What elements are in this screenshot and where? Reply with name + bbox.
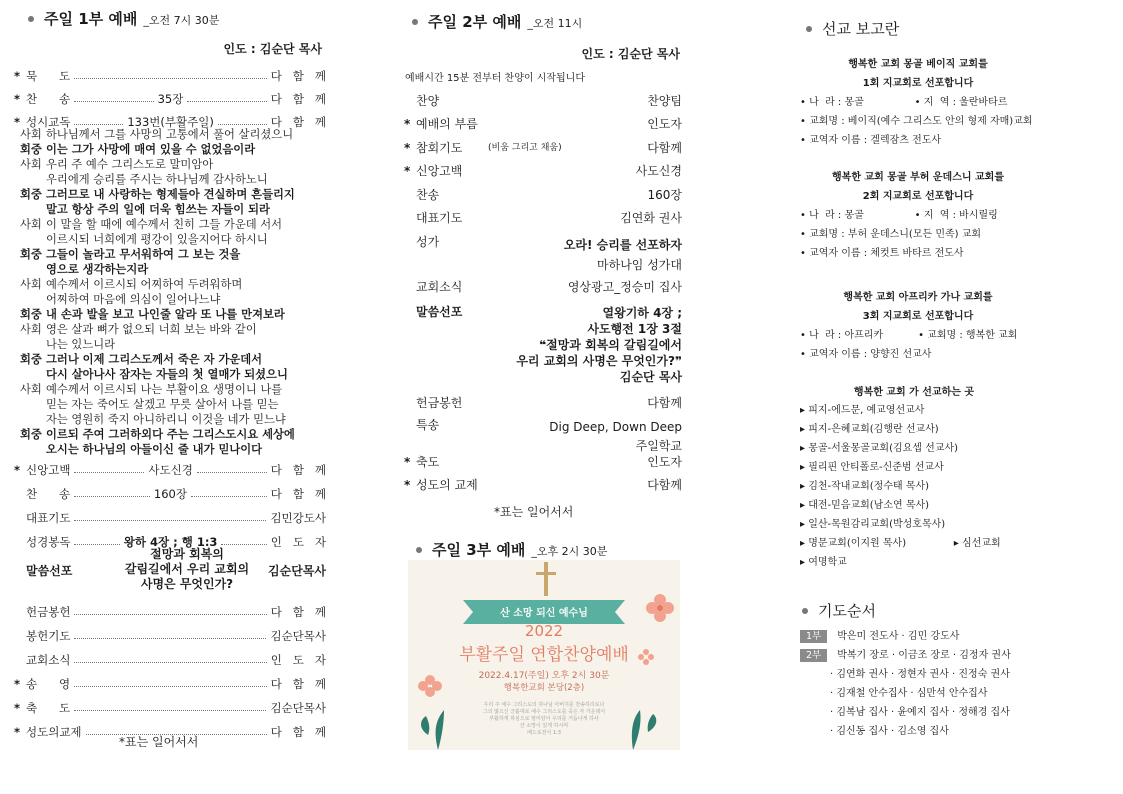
- standing-mark: *: [404, 478, 411, 493]
- dot-leader: [74, 630, 266, 639]
- prayer-title: 기도순서: [802, 600, 876, 621]
- order-label: 찬양: [416, 94, 440, 108]
- reading-line: [20, 277, 330, 292]
- reading-role: 사회: [20, 383, 42, 396]
- dot-leader: [218, 116, 267, 125]
- standing-mark: *: [404, 455, 411, 469]
- mission-heading: 행복한 교회 아프리카 가나 교회를: [843, 292, 993, 303]
- order-row: [14, 619, 326, 643]
- mission-title: 선교 보고란: [806, 18, 899, 39]
- order-person: 인도자: [647, 455, 682, 469]
- order-rows: [404, 94, 682, 234]
- order-row: [404, 94, 682, 117]
- reading-text: 영으로 생각하는지라: [46, 263, 149, 276]
- reading-line: [20, 187, 330, 202]
- reading-line: [20, 142, 330, 157]
- reading-role: 회중: [20, 143, 42, 156]
- order-label: 대표기도: [416, 210, 463, 225]
- reading-text: 오시는 하나님의 아들이신 줄 내가 믿나이다: [46, 443, 263, 456]
- dot-leader: [74, 116, 123, 125]
- responsive-reading: [20, 127, 330, 457]
- order-row: [404, 188, 682, 211]
- order-person: 찬양팀: [647, 94, 682, 108]
- reading-line: [20, 412, 330, 427]
- standing-mark: *: [404, 164, 411, 179]
- bullet-icon: [806, 26, 812, 32]
- standing-mark: *: [14, 115, 21, 129]
- order-label: 묵 도: [26, 69, 71, 83]
- prayer-line: [800, 722, 1040, 741]
- order-row: [14, 106, 326, 129]
- standing-mark: *: [14, 69, 21, 83]
- prayer-names: · 김신동 집사 · 김소영 집사: [830, 726, 949, 737]
- order-label: 성도의교제: [26, 725, 82, 739]
- order-row: [14, 501, 326, 525]
- reading-role: 사회: [20, 278, 42, 291]
- mission-detail: • 교역자 이름 : 체컷트 바타르 전도사: [800, 248, 964, 259]
- dot-leader: [74, 536, 119, 545]
- reading-line: [20, 307, 330, 322]
- support-item: ▸ 일산-목원감리교회(박성호목사): [800, 519, 946, 530]
- reading-line: [20, 232, 330, 247]
- support-item: ▸ 김천-작내교회(정수태 목사): [800, 481, 930, 492]
- standing-mark: *: [14, 701, 21, 715]
- order-person: 다 함 께: [270, 92, 327, 106]
- order-person: 다 함 께: [270, 115, 327, 129]
- order-detail: 160장: [153, 487, 187, 501]
- bullet-icon: [28, 16, 34, 22]
- order-person: 인 도 자: [270, 535, 327, 549]
- order-label: 축도: [416, 455, 440, 469]
- order-person: 김순단목사: [270, 629, 326, 643]
- reading-text: 예수께서 이르시되 어찌하여 두려워하며: [46, 278, 243, 291]
- order-person: 다 함 께: [270, 69, 326, 83]
- special-block: 특송 Dig Deep, Down Deep 주일학교: [416, 418, 682, 453]
- reading-text: 이 말을 할 때에 예수께서 친히 그들 가운데 서서: [46, 218, 283, 231]
- dot-leader: [74, 464, 144, 473]
- mission-detail: • 나 라 : 몽골 • 지 역 : 바시릴링: [800, 210, 998, 221]
- order-label: 신앙고백: [416, 164, 463, 179]
- poster-place: 행복한교회 본당(2층): [503, 683, 585, 693]
- order-person: 다함께: [647, 396, 682, 410]
- standing-mark: *: [14, 725, 21, 739]
- prayer-line: [800, 703, 1040, 722]
- prayer-list: [800, 627, 1040, 741]
- sermon-block-2: 말씀선포 열왕기하 4장 ; 사도행전 1장 3절 ❝절망과 회복의 갈림길에서 우리 교회의 사명은 무엇인가?❞ 김순단 목사: [416, 305, 682, 384]
- order-label: 성시교독: [26, 115, 71, 129]
- reading-line: [20, 202, 330, 217]
- service-3-title: 주일 3부 예배 _오후 2시 30분: [416, 539, 607, 560]
- reading-role: 회중: [20, 188, 42, 201]
- order-label: 찬 송: [26, 92, 71, 106]
- dot-leader: [74, 488, 150, 497]
- order-row: [404, 478, 682, 501]
- order-label: 참회기도: [416, 140, 463, 155]
- reading-text: 믿는 자는 죽어도 살겠고 무릇 살아서 나를 믿는: [46, 398, 279, 411]
- choir-block: 성가 오라! 승리를 선포하자 마하나임 성가대: [416, 235, 682, 272]
- order-person: 인 도 자: [270, 653, 326, 667]
- order-detail: 35장: [157, 92, 184, 106]
- mission-detail: • 교역자 이름 : 겔렉잠츠 전도사: [800, 135, 942, 146]
- reading-line: [20, 337, 330, 352]
- reading-text: 그들이 놀라고 무서워하여 그 보는 것을: [46, 248, 241, 261]
- prayer-line: [800, 665, 1040, 684]
- dot-leader: [187, 93, 266, 102]
- order-person: 다함께: [647, 140, 682, 155]
- prayer-names: · 김연화 권사 · 정현자 권사 · 진정숙 권사: [830, 669, 1010, 680]
- prayer-names: 박복기 장로 · 이금조 장로 · 김정자 권사: [837, 650, 1011, 661]
- support-list: [800, 401, 1036, 572]
- order-end: [14, 595, 326, 739]
- order-person: 다 함 께: [270, 487, 327, 501]
- order-label: 축 도: [26, 701, 71, 715]
- order-label: 헌금봉헌: [416, 396, 463, 410]
- order-detail: 133번(부활주일): [127, 115, 214, 129]
- mission-detail: • 나 라 : 아프리카 • 교회명 : 행복한 교회: [800, 330, 1018, 341]
- sermon-label: 말씀선포: [26, 564, 73, 578]
- order-label: 신앙고백: [26, 463, 71, 477]
- order-label: 찬송: [416, 187, 440, 202]
- reading-role: 사회: [20, 218, 42, 231]
- reading-line: [20, 397, 330, 412]
- closing-rows: [404, 455, 682, 502]
- reading-line: [20, 352, 330, 367]
- order-row: [404, 164, 682, 187]
- order-label: 교회소식: [26, 653, 71, 667]
- order-row: [404, 396, 682, 419]
- standing-note: *표는 일어서서: [119, 735, 199, 749]
- reading-text: 나는 있느니라: [46, 338, 116, 351]
- reading-role: 사회: [20, 128, 42, 141]
- prayer-line: [800, 684, 1040, 703]
- order-row: [14, 477, 326, 501]
- bullet-icon: [412, 19, 418, 25]
- service-1-title: 주일 1부 예배 _오전 7시 30분: [28, 8, 219, 29]
- prayer-line: [800, 646, 1040, 665]
- order-label: 성경봉독: [26, 535, 71, 549]
- mission-detail: • 교회명 : 베이직(예수 그리스도 안의 형제 자매)교회: [800, 116, 1033, 127]
- order-person: 김순단목사: [270, 701, 326, 715]
- reading-role: 회중: [20, 308, 42, 321]
- order-person: 다함께: [647, 478, 682, 493]
- order-label: 예배의 부름: [416, 117, 478, 132]
- reading-text: 영은 살과 뼈가 없으되 너희 보는 바와 같이: [46, 323, 257, 336]
- reading-role: 사회: [20, 323, 42, 336]
- service-badge: 1부: [800, 630, 827, 643]
- dot-leader: [74, 702, 266, 711]
- order-person: 사도신경: [635, 164, 682, 179]
- order-detail: 왕하 4장 ; 행 1:3: [123, 535, 218, 549]
- order-label: 찬 송: [26, 487, 71, 501]
- sermon-title: 절망과 회복의 갈림길에서 우리 교회의 사명은 무엇인가?: [124, 547, 250, 591]
- dot-leader: [74, 654, 266, 663]
- order-row: [404, 455, 682, 478]
- mission-heading: 1회 지교회로 선포합니다: [862, 78, 974, 89]
- reading-text: 어찌하여 마음에 의심이 일어나느냐: [46, 293, 221, 306]
- order-label: 송 영: [26, 677, 71, 691]
- support-item: ▸ 필리핀 안티폴로-신준범 선교사: [800, 462, 944, 473]
- mission-heading: 3회 지교회로 선포합니다: [862, 311, 974, 322]
- service-badge: 2부: [800, 649, 827, 662]
- bullet-icon: [802, 608, 808, 614]
- dot-leader: [191, 488, 267, 497]
- reading-text: 우리에게 승리를 주시는 하나님께 감사하노니: [46, 173, 268, 186]
- order-label: 봉헌기도: [26, 629, 71, 643]
- support-heading: 행복한 교회 가 선교하는 곳: [853, 387, 975, 398]
- reading-line: [20, 367, 330, 382]
- poster-verse: 우리 주 예수 그리스도의 하나님 아버지를 찬송하리로다 그의 많으신 긍휼대로 예수 그리스도를 죽은 자 가운데서 부활하게 하심으로 말미암아 우리를 거듭나게 하사 산 소망이 있게 하시며 베드로전서 1:3: [482, 702, 606, 736]
- poster-date: 2022.4.17(주일) 오후 2시 30분: [478, 671, 610, 681]
- poster-title: 부활주일 연합찬양예배: [459, 645, 629, 665]
- support-item: ▸ 피지-에드문, 예교영선교사: [800, 405, 925, 416]
- sermon-preacher: 김순단목사: [268, 564, 326, 578]
- reading-text: 이는 그가 사망에 매여 있을 수 없었음이라: [46, 143, 256, 156]
- dot-leader: [221, 536, 266, 545]
- bullet-icon: [416, 547, 422, 553]
- reading-line: [20, 127, 330, 142]
- mission-detail: • 교역자 이름 : 양향진 선교사: [800, 349, 932, 360]
- dot-leader: [197, 464, 267, 473]
- reading-line: [20, 382, 330, 397]
- order-person: 김민강도사: [270, 511, 326, 525]
- reading-line: [20, 427, 330, 442]
- reading-text: 다시 살아나사 잠자는 자들의 첫 열매가 되셨으니: [46, 368, 288, 381]
- dot-leader: [74, 512, 266, 521]
- dot-leader: [74, 606, 266, 615]
- support-item: ▸ 여명학교: [800, 557, 847, 568]
- easter-poster: [408, 560, 680, 750]
- order-person: 다 함 께: [270, 725, 326, 739]
- reading-role: 회중: [20, 428, 42, 441]
- mission-heading: 행복한 교회 몽골 베이직 교회를: [848, 59, 988, 70]
- reading-line: [20, 172, 330, 187]
- support-item: ▸ 몽골-서울몽골교회(김요셉 선교사): [800, 443, 959, 454]
- service-2-title: 주일 2부 예배 _오전 11시: [412, 11, 582, 32]
- order-person: 다 함 께: [270, 463, 327, 477]
- reading-text: 이르되 주여 그러하외다 주는 그리스도시요 세상에: [46, 428, 295, 441]
- praise-note: 예배시간 15분 전부터 찬양이 시작됩니다: [405, 73, 585, 84]
- reading-line: [20, 217, 330, 232]
- offering-row: [404, 396, 682, 419]
- prayer-line: [800, 627, 1040, 646]
- order-row: [14, 595, 326, 619]
- dot-leader: [74, 93, 153, 102]
- order-row: [404, 117, 682, 140]
- standing-mark: *: [14, 463, 21, 477]
- standing-mark: *: [14, 92, 21, 106]
- reading-line: [20, 157, 330, 172]
- reading-text: 말고 항상 주의 일에 더욱 힘쓰는 자들이 되라: [46, 203, 270, 216]
- mission-group: [800, 55, 1036, 150]
- mission-heading: 2회 지교회로 선포합니다: [862, 191, 974, 202]
- order-row: [14, 83, 326, 106]
- order-row: [14, 525, 326, 549]
- order-label: 대표기도: [26, 511, 71, 525]
- reading-text: 자는 영원히 죽지 아니하리니 이것을 네가 믿느냐: [46, 413, 286, 426]
- order-row: [404, 211, 682, 234]
- order-person: 인도자: [647, 117, 682, 132]
- reading-text: 그러므로 내 사랑하는 형제들아 견실하며 흔들리지: [46, 188, 295, 201]
- order-person: 160장: [647, 187, 682, 202]
- support-item: ▸ 명문교회(이지원 목사) ▸ 심선교회: [800, 538, 1001, 549]
- order-detail: 사도신경: [148, 463, 193, 477]
- service-2-leader: 인도 : 김순단 목사: [581, 47, 680, 61]
- reading-line: [20, 247, 330, 262]
- reading-line: [20, 322, 330, 337]
- order-person: 다 함 께: [270, 677, 326, 691]
- prayer-names: · 김복남 집사 · 윤예지 집사 · 정해경 집사: [830, 707, 1010, 718]
- order-top: [14, 60, 326, 129]
- order-row: [404, 141, 682, 164]
- reading-text: 예수께서 이르시되 나는 부활이요 생명이니 나를: [46, 383, 283, 396]
- order-person: 다 함 께: [270, 605, 326, 619]
- reading-text: 우리 주 예수 그리스도로 말미암아: [46, 158, 214, 171]
- order-sub: (비움 그리고 채움): [488, 142, 562, 153]
- reading-line: [20, 292, 330, 307]
- order-row: [14, 667, 326, 691]
- order-bottom: [14, 453, 326, 549]
- standing-mark: *: [404, 140, 411, 155]
- support-item: ▸ 대전-믿음교회(남소연 목사): [800, 500, 930, 511]
- reading-text: 그러나 이제 그리스도께서 죽은 자 가운데서: [46, 353, 263, 366]
- standing-note-2: *표는 일어서서: [494, 505, 574, 519]
- news-row: 교회소식 영상광고_정승미 집사: [416, 280, 682, 294]
- poster-year: 2022: [524, 622, 564, 640]
- reading-text: 하나님께서 그를 사망의 고통에서 풀어 살리셨으니: [46, 128, 294, 141]
- dot-leader: [74, 70, 267, 79]
- order-person: 김연화 권사: [620, 210, 682, 225]
- reading-role: 회중: [20, 248, 42, 261]
- order-row: [14, 691, 326, 715]
- sermon-block: [14, 547, 326, 592]
- mission-detail: • 나 라 : 몽골 • 지 역 : 울란바타르: [800, 97, 1008, 108]
- order-label: 헌금봉헌: [26, 605, 71, 619]
- mission-detail: • 교회명 : 부허 운데스니(모든 민족) 교회: [800, 229, 982, 240]
- support-item: ▸ 피지-은혜교회(김행란 선교사): [800, 424, 939, 435]
- dot-leader: [74, 678, 267, 687]
- order-label: 성도의 교제: [416, 478, 478, 493]
- mission-group: [800, 168, 1036, 263]
- prayer-names: · 김재철 안수집사 · 심만석 안수집사: [830, 688, 988, 699]
- mission-group: [800, 288, 1036, 364]
- order-row: [14, 643, 326, 667]
- reading-line: [20, 262, 330, 277]
- reading-role: 회중: [20, 353, 42, 366]
- order-row: [14, 453, 326, 477]
- standing-mark: *: [14, 677, 21, 691]
- service-1-leader: 인도 : 김순단 목사: [223, 42, 322, 56]
- mission-heading: 행복한 교회 몽골 부허 운데스니 교회를: [832, 172, 1004, 183]
- reading-text: 이르시되 너희에게 평강이 있을지어다 하시니: [46, 233, 268, 246]
- poster-ribbon: 산 소망 되신 예수님: [500, 608, 588, 619]
- order-row: [14, 60, 326, 83]
- standing-mark: *: [404, 117, 411, 132]
- reading-text: 내 손과 발을 보고 나인줄 알라 또 나를 만져보라: [46, 308, 285, 321]
- reading-role: 사회: [20, 158, 42, 171]
- prayer-names: 박은미 전도사 · 김민 강도사: [837, 631, 960, 642]
